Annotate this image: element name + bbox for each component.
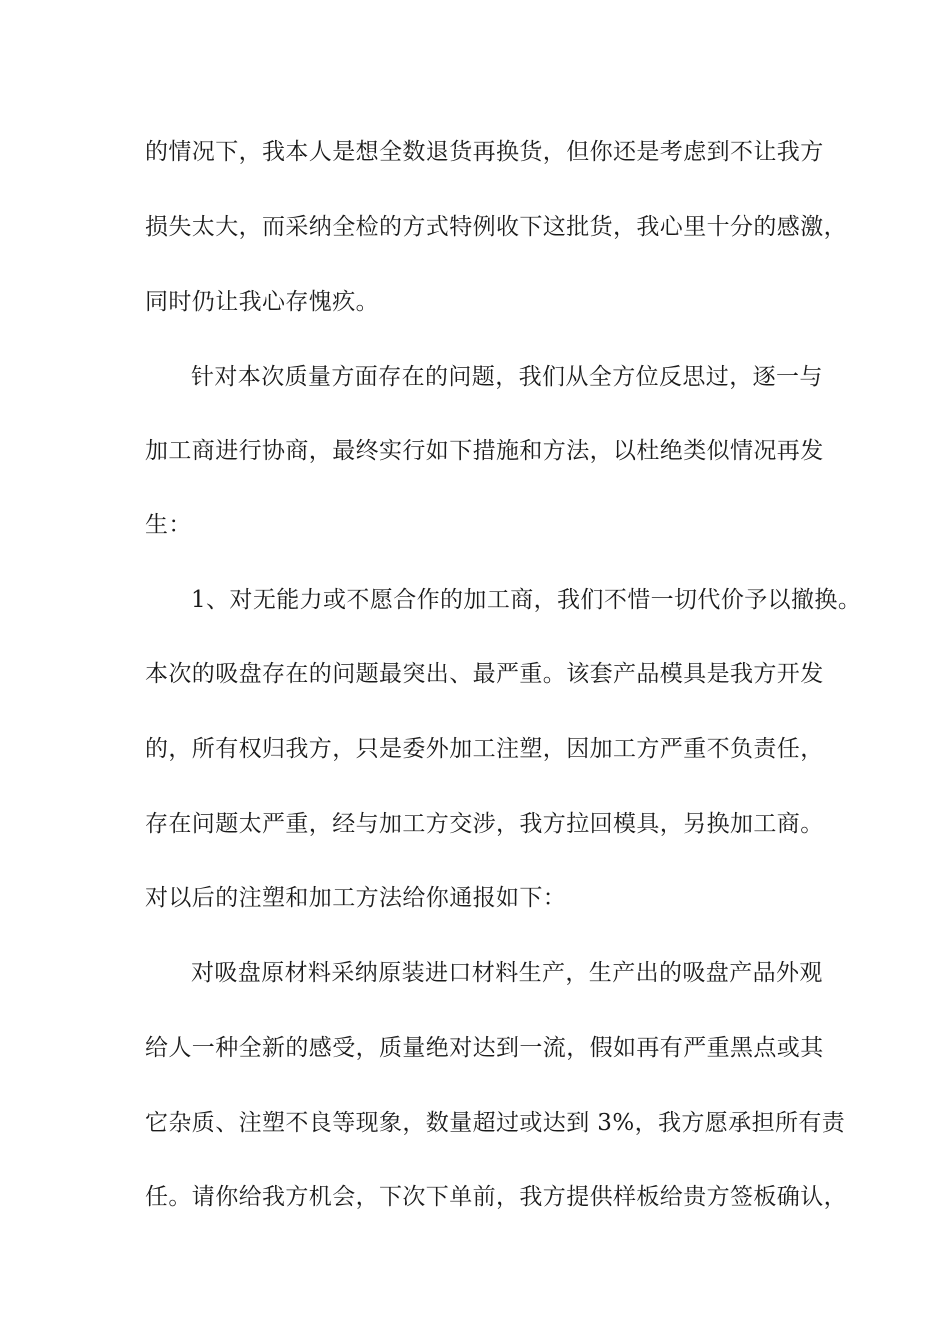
text-line: 同时仍让我心存愧疚。	[145, 289, 379, 315]
text-line: 任。请你给我方机会，下次下单前，我方提供样板给贵方签板确认，	[145, 1184, 847, 1210]
text-line: 生：	[145, 512, 192, 538]
text-line: 本次的吸盘存在的问题最突出、最严重。该套产品模具是我方开发	[145, 661, 824, 687]
numbered-item-line: 1、对无能力或不愿合作的加工商，我们不惜一切代价予以撤换。	[191, 587, 862, 613]
text-line: 损失太大，而采纳全检的方式特例收下这批货，我心里十分的感激，	[145, 214, 847, 240]
text-line: 它杂质、注塑不良等现象，数量超过或达到 3%，我方愿承担所有责	[145, 1110, 846, 1136]
paragraph-first-line: 针对本次质量方面存在的问题，我们从全方位反思过，逐一与	[191, 364, 823, 390]
text-line: 存在问题太严重，经与加工方交涉，我方拉回模具，另换加工商。	[145, 811, 824, 837]
text-line: 加工商进行协商，最终实行如下措施和方法，以杜绝类似情况再发	[145, 438, 824, 464]
text-line: 对以后的注塑和加工方法给你通报如下：	[145, 885, 567, 911]
paragraph-first-line: 对吸盘原材料采纳原装进口材料生产，生产出的吸盘产品外观	[191, 960, 823, 986]
text-line: 的情况下，我本人是想全数退货再换货，但你还是考虑到不让我方	[145, 139, 824, 165]
text-line: 给人一种全新的感受，质量绝对达到一流，假如再有严重黑点或其	[145, 1035, 824, 1061]
text-line: 的，所有权归我方，只是委外加工注塑，因加工方严重不负责任，	[145, 736, 824, 762]
